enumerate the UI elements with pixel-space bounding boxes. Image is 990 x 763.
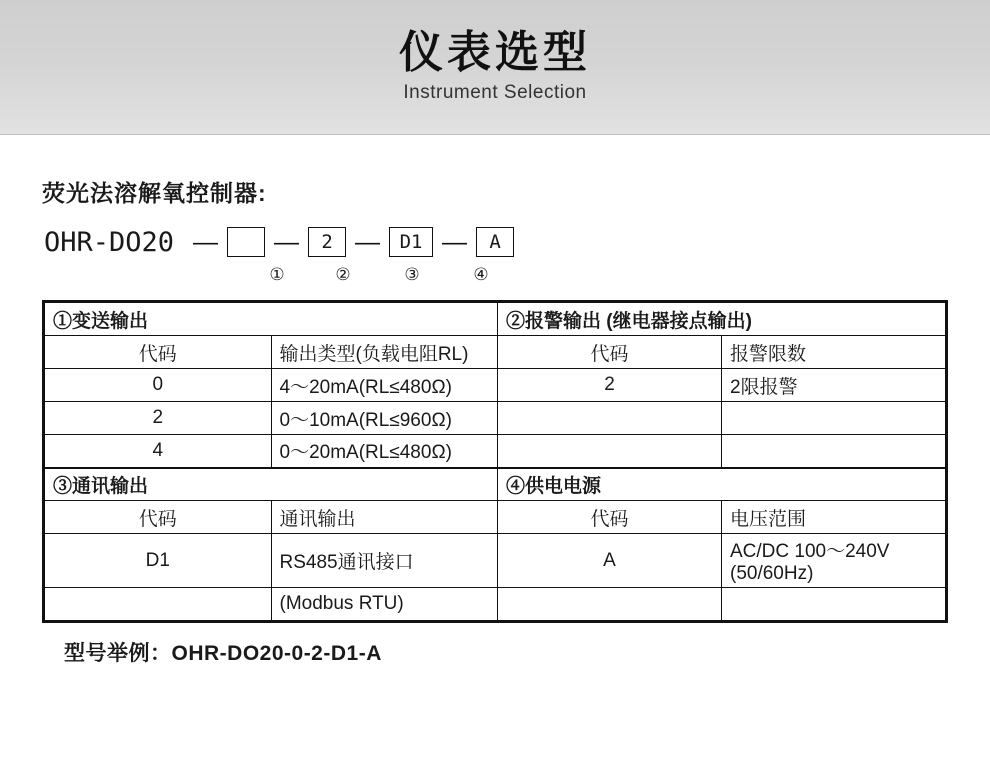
table-row <box>45 435 946 468</box>
model-dash-3: — <box>355 227 381 256</box>
banner-subtitle: Instrument Selection <box>403 82 587 104</box>
desc-comm-0: RS485通讯接口 <box>271 534 498 588</box>
header-power-supply: ④供电电源 <box>498 468 946 501</box>
marker-4: ④ <box>473 265 489 284</box>
label-code-comm: 代码 <box>45 501 272 534</box>
desc-alarm-2 <box>722 435 946 468</box>
model-slot-4: A <box>476 227 514 257</box>
desc-comm-1: (Modbus RTU) <box>271 588 498 621</box>
desc-transmit-0: 4～20mA(RL≤480Ω) <box>271 369 498 402</box>
section-title: 荧光法溶解氧控制器: <box>42 180 267 206</box>
marker-3: ③ <box>404 265 420 284</box>
code-alarm-2 <box>498 435 722 468</box>
code-transmit-0: 0 <box>45 369 272 402</box>
code-transmit-1: 2 <box>45 402 272 435</box>
desc-transmit-2: 0～20mA(RL≤480Ω) <box>271 435 498 468</box>
model-example: 型号举例：OHR-DO20-0-2-D1-A <box>64 642 382 665</box>
model-slot-3: D1 <box>389 227 433 257</box>
selection-table-grid <box>44 302 946 621</box>
label-desc-alarm: 报警限数 <box>722 336 946 369</box>
code-transmit-2: 4 <box>45 435 272 468</box>
model-base-code: OHR-DO20 <box>44 226 175 258</box>
label-desc-power: 电压范围 <box>722 501 946 534</box>
table-row <box>45 588 946 621</box>
desc-alarm-1 <box>722 402 946 435</box>
label-desc-comm: 通讯输出 <box>271 501 498 534</box>
label-code-alarm: 代码 <box>498 336 722 369</box>
desc-transmit-1: 0～10mA(RL≤960Ω) <box>271 402 498 435</box>
table-row <box>45 468 946 501</box>
selection-table <box>42 300 948 623</box>
code-comm-1 <box>45 588 272 621</box>
model-code-line <box>44 222 948 262</box>
header-comm-output: ③通讯输出 <box>45 468 498 501</box>
model-marker-row <box>44 262 948 288</box>
marker-1: ① <box>269 265 285 284</box>
table-row <box>45 534 946 588</box>
model-dash-2: — <box>274 227 300 256</box>
banner-title: 仪表选型 <box>399 27 591 77</box>
desc-power-0: AC/DC 100～240V (50/60Hz) <box>722 534 946 588</box>
model-dash-4: — <box>442 227 468 256</box>
desc-alarm-0: 2限报警 <box>722 369 946 402</box>
label-code-transmit: 代码 <box>45 336 272 369</box>
model-dash-1: — <box>193 227 219 256</box>
label-desc-transmit: 输出类型(负载电阻RL) <box>271 336 498 369</box>
table-row <box>45 501 946 534</box>
code-alarm-1 <box>498 402 722 435</box>
desc-power-1 <box>722 588 946 621</box>
table-row <box>45 336 946 369</box>
marker-2: ② <box>335 265 351 284</box>
page-banner <box>0 0 990 135</box>
code-comm-0: D1 <box>45 534 272 588</box>
model-slot-1 <box>227 227 265 257</box>
code-power-1 <box>498 588 722 621</box>
model-slot-2: 2 <box>308 227 346 257</box>
table-row <box>45 402 946 435</box>
table-row <box>45 369 946 402</box>
header-transmit-output: ①变送输出 <box>45 303 498 336</box>
code-power-0: A <box>498 534 722 588</box>
content-area <box>0 175 990 667</box>
table-row <box>45 303 946 336</box>
header-alarm-output: ②报警输出 (继电器接点输出) <box>498 303 946 336</box>
label-code-power: 代码 <box>498 501 722 534</box>
code-alarm-0: 2 <box>498 369 722 402</box>
